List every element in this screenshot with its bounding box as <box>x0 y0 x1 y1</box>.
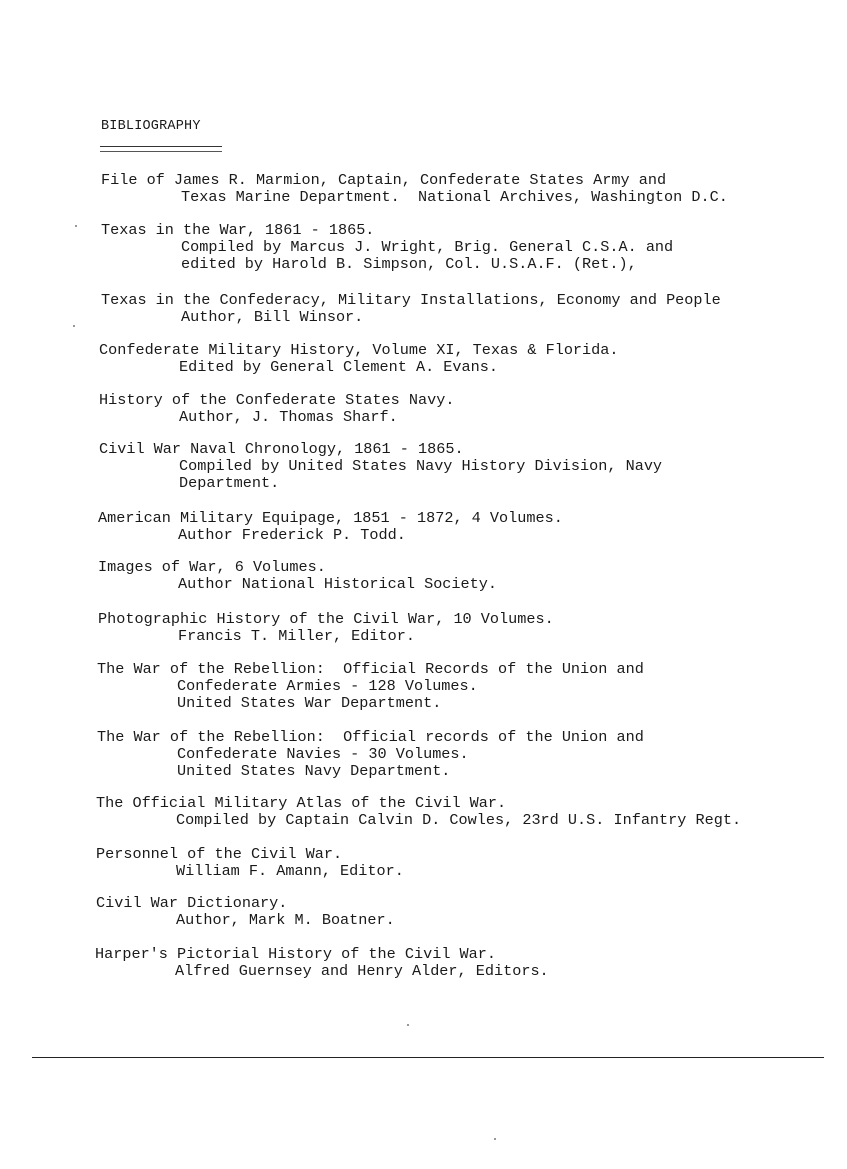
page-heading: BIBLIOGRAPHY <box>101 119 201 134</box>
entry-title: The Official Military Atlas of the Civil War. <box>96 794 507 812</box>
bibliography-entry <box>96 895 395 929</box>
entry-title: The War of the Rebellion: Official records of the Union and <box>97 728 644 746</box>
entry-title: American Military Equipage, 1851 - 1872, 4 Volumes. <box>98 509 563 527</box>
paper-speck <box>407 1024 409 1026</box>
entry-detail-line: United States War Department. <box>177 694 442 712</box>
entry-title: Photographic History of the Civil War, 10 Volumes. <box>98 610 554 628</box>
paper-speck <box>75 225 77 227</box>
entry-detail-line: Texas Marine Department. National Archives, Washington D.C. <box>181 188 728 206</box>
bibliography-entry <box>98 510 563 544</box>
entry-detail-line: William F. Amann, Editor. <box>176 862 404 880</box>
heading-underline <box>100 146 222 147</box>
entry-detail-line: Compiled by United States Navy History Division, Navy <box>179 457 663 475</box>
entry-title: History of the Confederate States Navy. <box>99 391 455 409</box>
entry-title: Texas in the Confederacy, Military Installations, Economy and People <box>101 291 721 309</box>
bibliography-entry <box>101 292 721 326</box>
entry-detail-line: United States Navy Department. <box>177 762 451 780</box>
paper-speck <box>73 325 75 327</box>
entry-title: Civil War Dictionary. <box>96 894 288 912</box>
bibliography-entry <box>99 392 454 426</box>
bibliography-entry <box>101 222 673 273</box>
bibliography-entry <box>97 661 644 712</box>
entry-title: Harper's Pictorial History of the Civil War. <box>95 945 497 963</box>
bibliography-entry <box>98 559 497 593</box>
paper-speck <box>494 1138 496 1140</box>
entry-title: Confederate Military History, Volume XI, Texas & Florida. <box>99 341 619 359</box>
bibliography-entry <box>99 441 662 492</box>
entry-detail-line: Author, Mark M. Boatner. <box>176 911 395 929</box>
entry-detail-line: Compiled by Captain Calvin D. Cowles, 23rd U.S. Infantry Regt. <box>176 811 742 829</box>
entry-detail-line: Author, Bill Winsor. <box>181 308 364 326</box>
entry-detail-line: Confederate Armies - 128 Volumes. <box>177 677 478 695</box>
entry-detail-line: Department. <box>179 474 280 492</box>
entry-detail-line: Author Frederick P. Todd. <box>178 526 406 544</box>
entry-detail-line: Confederate Navies - 30 Volumes. <box>177 745 469 763</box>
entry-detail-line: Alfred Guernsey and Henry Alder, Editors. <box>175 962 549 980</box>
entry-detail-line: Author National Historical Society. <box>178 575 497 593</box>
entry-detail-line: Compiled by Marcus J. Wright, Brig. General C.S.A. and <box>181 238 674 256</box>
entry-detail-line: Francis T. Miller, Editor. <box>178 627 415 645</box>
entry-detail-line: edited by Harold B. Simpson, Col. U.S.A.F. (Ret.), <box>181 255 637 273</box>
heading-underline-2 <box>100 151 222 152</box>
entry-title: Images of War, 6 Volumes. <box>98 558 326 576</box>
entry-detail-line: Edited by General Clement A. Evans. <box>179 358 498 376</box>
entry-title: The War of the Rebellion: Official Records of the Union and <box>97 660 644 678</box>
bibliography-entry <box>98 611 554 645</box>
footer-rule <box>32 1057 824 1058</box>
bibliography-entry <box>96 795 741 829</box>
entry-detail-line: Author, J. Thomas Sharf. <box>179 408 398 426</box>
entry-title: Texas in the War, 1861 - 1865. <box>101 221 375 239</box>
bibliography-entry <box>97 729 644 780</box>
bibliography-entry <box>96 846 404 880</box>
bibliography-entry <box>99 342 619 376</box>
entry-title: Civil War Naval Chronology, 1861 - 1865. <box>99 440 464 458</box>
bibliography-entry <box>101 172 728 206</box>
bibliography-entry <box>95 946 549 980</box>
entry-title: File of James R. Marmion, Captain, Confederate States Army and <box>101 171 667 189</box>
entry-title: Personnel of the Civil War. <box>96 845 343 863</box>
